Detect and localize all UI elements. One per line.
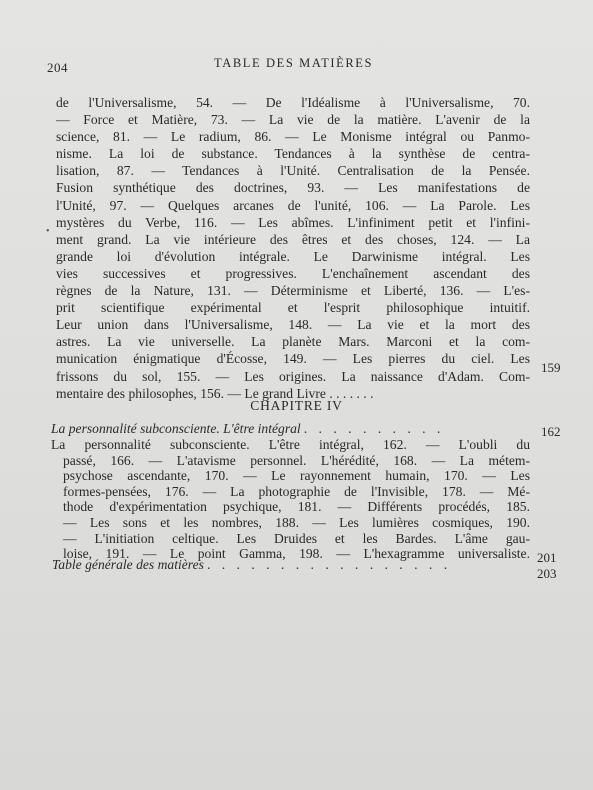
leader-dots: . . . . . . . . . . <box>304 421 445 436</box>
text-line: thode d'expérimentation psychique, 181. — Différents procédés, 185. <box>63 499 530 515</box>
general-table-entry <box>52 557 532 573</box>
text-line: l'Unité, 97. — Quelques arcanes de l'unité, 106. — La Parole. Les <box>56 197 530 213</box>
chapter-summary-text <box>51 437 530 562</box>
text-line: règnes de la Nature, 131. — Déterminisme et Liberté, 136. — L'es- <box>56 283 530 299</box>
text-line: ment grand. La vie intérieure des êtres et des choses, 124. — La <box>56 231 530 247</box>
text-line: Leur union dans l'Universalisme, 148. — La vie et la mort des <box>56 317 530 333</box>
text-line: psychose ascendante, 170. — Le rayonnement humain, 170. — Les <box>63 468 530 484</box>
chapter-entry-page: 162 <box>541 424 561 439</box>
text-line: lisation, 87. — Tendances à l'Unité. Centralisation de la Pensée. <box>56 163 530 179</box>
text-line: mystères du Verbe, 116. — Les abîmes. L'infiniment petit et l'infini- <box>56 214 530 230</box>
running-title: TABLE DES MATIÈRES <box>214 56 374 70</box>
chapter-entry-title: La personnalité subconsciente. L'être intégral <box>51 421 301 436</box>
text-line: astres. La vie universelle. La planète Mars. Marconi et la com- <box>56 334 530 350</box>
text-line: prit scientifique expérimental et l'esprit philosophique intuitif. <box>56 300 530 316</box>
chapter-heading: CHAPITRE IV <box>250 398 343 413</box>
text-line: science, 81. — Le radium, 86. — Le Monisme intégral ou Panmo- <box>56 129 530 145</box>
text-line: grande loi d'évolution intégrale. Le Darwinisme intégral. Les <box>56 248 530 264</box>
text-line: mentaire des philosophes, 156. — Le grand Livre . . . . . . . <box>56 385 374 401</box>
leader-dots: . . . . . . . . . . . . . . . . . <box>207 557 452 572</box>
chapter-last-line-page: 201 <box>537 550 557 565</box>
text-line: formes-pensées, 176. — La photographie de l'Invisible, 178. — Mé- <box>63 483 530 499</box>
text-line: de l'Universalisme, 54. — De l'Idéalisme à l'Universalisme, 70. <box>56 95 530 110</box>
section-1-text <box>56 94 530 402</box>
text-line: vies successives et progressives. L'enchaînement ascendant des <box>56 265 530 281</box>
text-line: passé, 166. — L'atavisme personnel. L'hérédité, 168. — La métem- <box>63 452 530 468</box>
general-table-page: 203 <box>537 566 557 581</box>
text-line: frissons du sol, 155. — Les origines. La naissance d'Adam. Com- <box>56 368 530 384</box>
text-line: munication énigmatique d'Écosse, 149. — Les pierres du ciel. Les <box>56 351 530 367</box>
page-number: 204 <box>47 60 68 75</box>
margin-mark: • <box>46 226 50 237</box>
text-line: — L'initiation celtique. Les Druides et les Bardes. L'âme gau- <box>63 530 530 546</box>
text-line: — Force et Matière, 73. — La vie de la matière. L'avenir de la <box>56 112 530 128</box>
text-line: — Les sons et les nombres, 188. — Les lumières cosmiques, 190. <box>63 514 530 530</box>
general-table-title: Table générale des matières <box>52 557 204 572</box>
text-line: loise, 191. — Le point Gamma, 198. — L'hexagramme universaliste. <box>63 546 530 562</box>
chapter-entry <box>51 421 531 437</box>
text-line: nisme. La loi de substance. Tendances à la synthèse de centra- <box>56 146 530 162</box>
text-line: La personnalité subconsciente. L'être intégral, 162. — L'oubli du <box>51 437 530 452</box>
text-line: Fusion synthétique des doctrines, 93. — Les manifestations de <box>56 180 530 196</box>
section-1-page-ref: 159 <box>541 360 561 375</box>
